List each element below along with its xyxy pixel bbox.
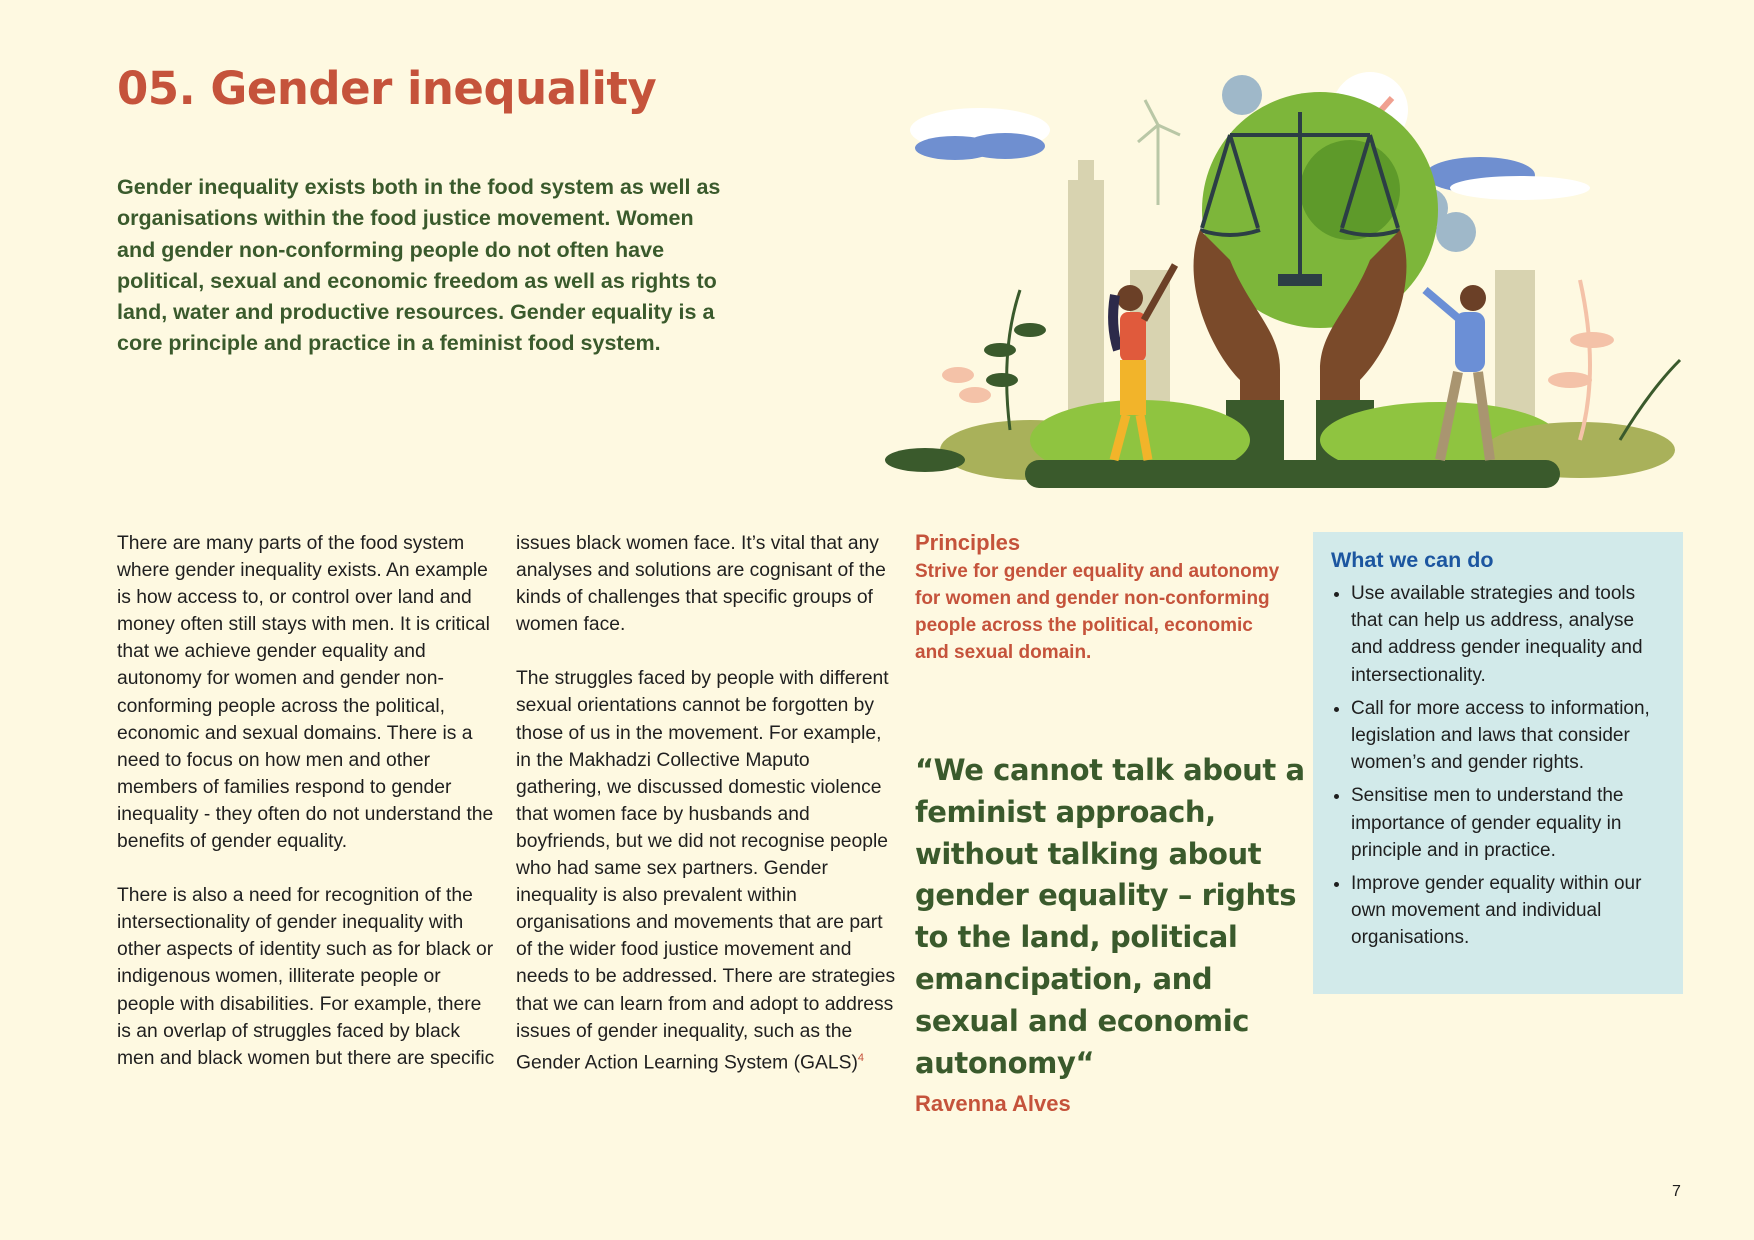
col2-paragraph-1: issues black women face. It’s vital that any analyses and solutions are cognisant of the kinds of challenges that specific groups of women face. bbox=[516, 533, 886, 636]
col2-paragraph-2 bbox=[516, 665, 896, 1076]
footnote-marker: 4 bbox=[857, 1051, 864, 1064]
wind-turbine-icon bbox=[1138, 100, 1180, 205]
list-item: • Use available strategies and tools that can help us address, analyse and address gender inequality and intersectionality. bbox=[1351, 580, 1665, 689]
gender-equality-illustration bbox=[880, 50, 1700, 500]
action-list bbox=[1331, 580, 1665, 952]
list-item: • Call for more access to information, legislation and laws that consider women’s and gender rights. bbox=[1351, 695, 1665, 777]
principles-text: Strive for gender equality and autonomy for women and gender non-conforming people across the political, economic and sexual domain. bbox=[915, 561, 1280, 663]
page-number: 7 bbox=[1672, 1183, 1681, 1200]
quote-author: Ravenna Alves bbox=[915, 1091, 1071, 1116]
col1-paragraph-2: There is also a need for recognition of the intersectionality of gender inequality with other aspects of identity such as for black or indigenous women, illiterate people or people with disabilities. For example, there is an overlap of struggles faced by black men and black women but there are specific bbox=[117, 885, 495, 1069]
body-column-1 bbox=[117, 530, 497, 1072]
what-we-can-do-box bbox=[1313, 532, 1683, 994]
col1-paragraph-1: There are many parts of the food system where gender inequality exists. An example is how access to, or control over land and money often still stays with men. It is critical that we achieve gender equality and autonomy for women and gender non-conforming people across the political, economic and sexual domains. There is a need to focus on how men and other members of families respond to gender inequality - they often do not understand the benefits of gender equality. bbox=[117, 533, 494, 853]
what-we-can-do-heading: What we can do bbox=[1331, 548, 1494, 572]
principles-heading: Principles bbox=[915, 530, 1021, 555]
body-column-2 bbox=[516, 530, 896, 1076]
pull-quote: “We cannot talk about a feminist approach, without talking about gender equality – rights to the land, political emancipation, and sexual and economic autonomy“ bbox=[915, 753, 1305, 1080]
list-item: • Improve gender equality within our own movement and individual organisations. bbox=[1351, 870, 1665, 952]
list-item: • Sensitise men to understand the importance of gender equality in principle and in practice. bbox=[1351, 782, 1665, 864]
page-title: 05. Gender inequality bbox=[117, 62, 657, 115]
principles-section bbox=[915, 528, 1285, 666]
intro-paragraph: Gender inequality exists both in the food system as well as organisations within the food justice movement. Women and gender non-conforming people do not often have political, sexual and economic freedom as well as rights to land, water and productive resources. Gender equality is a core principle and practice in a feminist food system. bbox=[117, 175, 721, 356]
col2-paragraph-2-text: The struggles faced by people with different sexual orientations cannot be forgotten by those of us in the movement. For example, in the Makhadzi Collective Maputo gathering, we discussed domestic violence that women face by husbands and boyfriends, but we did not recognise people who had same sex partners. Gender inequality is also prevalent within organisations and movements that are part of the wider food justice movement and needs to be addressed. There are strategies that we can learn from and adopt to address issues of gender inequality, such as the Gender Action Learning System (GALS) bbox=[516, 668, 896, 1074]
